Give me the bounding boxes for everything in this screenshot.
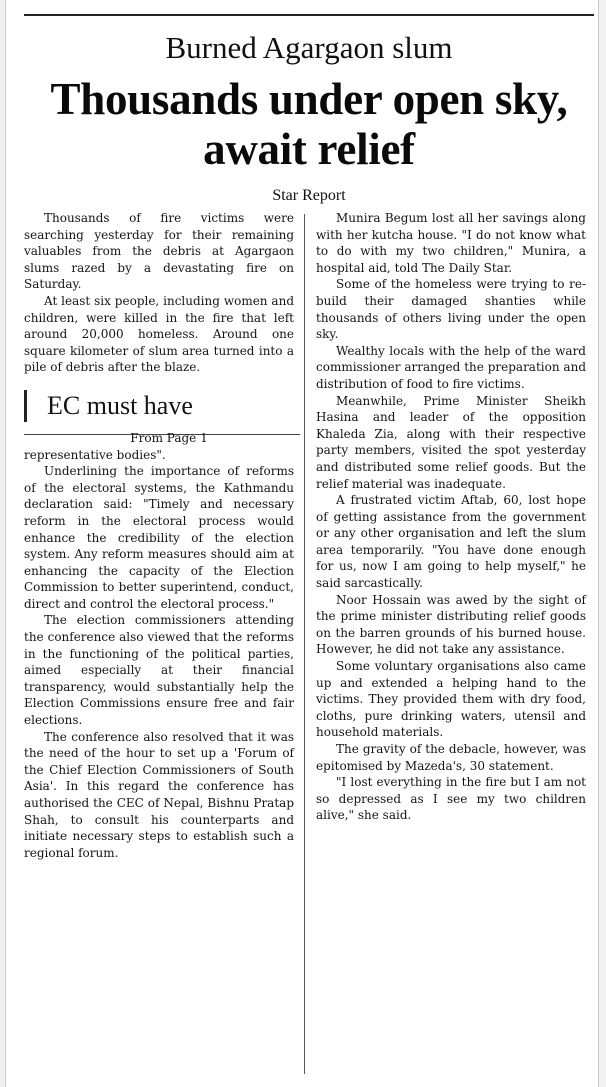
article-headline: Thousands under open sky, await relief [50,74,568,174]
article-paragraph: The conference also resolved that it was the need of the hour to set up a 'Forum of the Chief Election Commissioners of South Asia'. In this regard the conference has authorised the CEC of Nepal, Bishnu Pratap Shah, to consult his counterparts and initiate necessary steps to establish such a regional forum. [24,729,294,860]
left-column [24,210,294,861]
article-paragraph: representative bodies". [24,447,166,462]
article-paragraph: Thousands of fire victims were searching yesterday for their remaining valuables from the debris at Agargaon slums razed by a devastating fire on Saturday. [24,211,294,292]
article-paragraph: Noor Hossain was awed by the sight of the prime minister distributing relief goods on the barren grounds of his burned house. However, he did not take any assistance. [316,592,586,657]
second-article-headline: EC must have [24,390,294,422]
article-paragraph: A frustrated victim Aftab, 60, lost hope of getting assistance from the government or any other organisation and left the slum area temporarily. "You have done enough for us, now I am going to help myself," he said sarcastically. [316,493,586,591]
article-paragraph: Some of the homeless were trying to re-build their damaged shanties while thousands of others living under the open sky. [316,277,586,342]
article-paragraph: At least six people, including women and children, were killed in the fire that left around 20,000 homeless. Around one square kilometer of slum area turned into a pile of debris after the blaze. [24,293,294,375]
article-byline: Star Report [272,187,346,204]
page-edge-right [598,0,606,1087]
article-paragraph: The election commissioners attending the conference also viewed that the reforms in the functioning of the political parties, aimed especially at their financial transparency, would substantially help the Election Commissions ensure free and fair elections. [24,613,294,728]
article-paragraph: Munira Begum lost all her savings along with her kutcha house. "I do not know what to do with my two children," Munira, a hospital aid, told The Daily Star. [316,211,586,275]
column-divider [304,214,305,1074]
article-paragraph: "I lost everything in the fire but I am not so depressed as I see my two children alive," she said. [316,775,586,823]
article-paragraph: The gravity of the debacle, however, was epitomised by Mazeda's, 30 statement. [316,742,586,773]
top-rule [24,14,594,16]
article-paragraph: Meanwhile, Prime Minister Sheikh Hasina and leader of the opposition Khaleda Zia, along with their respective party members, visited the spot yesterday and distributed some relief goods. But the relief material was inadequate. [316,393,586,491]
right-column [316,210,586,824]
page-edge-left [0,0,6,1087]
article-paragraph: Some voluntary organisations also came up and extended a helping hand to the victims. They provided them with dry food, cloths, pure drinking waters, utensil and household materials. [316,659,586,740]
article-paragraph: Wealthy locals with the help of the ward commissioner arranged the preparation and distribution of food to fire victims. [316,343,586,391]
continued-from-label: From Page 1 [130,430,208,445]
article-kicker: Burned Agargaon slum [165,30,453,65]
article-paragraph: Underlining the importance of reforms of the electoral systems, the Kathmandu declaration said: "Timely and necessary reform in the electoral process would enhance the credibility of the election system. Any reform measures should aim at enhancing the capacity of the Election Commission to better superintend, conduct, direct and control the electoral process." [24,464,294,611]
